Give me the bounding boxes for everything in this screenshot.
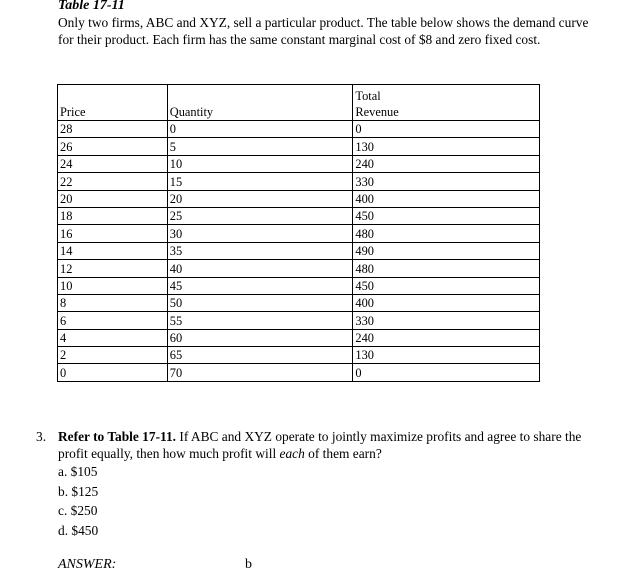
price-cell: 22 <box>58 173 168 190</box>
answer-options <box>58 462 98 540</box>
quantity-cell: 0 <box>167 121 353 138</box>
answer-value: b <box>245 557 252 572</box>
revenue-cell: 240 <box>353 155 540 172</box>
question-text <box>58 428 606 462</box>
table-title: Table 17-11 <box>58 0 125 13</box>
question-number: 3. <box>36 429 47 444</box>
revenue-cell: 240 <box>353 329 540 346</box>
price-cell: 4 <box>58 329 168 346</box>
table-header-row <box>58 85 540 121</box>
table-row <box>58 329 540 346</box>
table-row <box>58 364 540 381</box>
demand-table <box>57 84 540 382</box>
table-row <box>58 312 540 329</box>
price-cell: 20 <box>58 190 168 207</box>
price-cell: 16 <box>58 225 168 242</box>
quantity-cell: 60 <box>167 329 353 346</box>
price-cell: 2 <box>58 347 168 364</box>
price-cell: 26 <box>58 138 168 155</box>
revenue-cell: 130 <box>353 347 540 364</box>
price-cell: 0 <box>58 364 168 381</box>
table-row <box>58 225 540 242</box>
quantity-cell: 5 <box>167 138 353 155</box>
table-body <box>58 121 540 382</box>
price-cell: 18 <box>58 207 168 224</box>
header-revenue-line1: Total <box>355 89 381 103</box>
question-emphasis: each <box>279 446 305 461</box>
revenue-cell: 480 <box>353 260 540 277</box>
revenue-cell: 480 <box>353 225 540 242</box>
option-b: b. $125 <box>58 483 99 499</box>
table-row <box>58 242 540 259</box>
revenue-cell: 0 <box>353 121 540 138</box>
question-text-after: of them earn? <box>304 446 382 461</box>
header-price-line2: Price <box>60 105 86 119</box>
revenue-cell: 400 <box>353 294 540 311</box>
option-d: d. $450 <box>58 522 99 538</box>
table-row <box>58 294 540 311</box>
revenue-cell: 400 <box>353 190 540 207</box>
quantity-cell: 70 <box>167 364 353 381</box>
quantity-cell: 35 <box>167 242 353 259</box>
question-text-before: If ABC and XYZ operate to jointly maximize profits and agree to share the profit equally, then how much profit will <box>58 429 582 461</box>
header-quantity <box>167 85 353 121</box>
option-a: a. $105 <box>58 464 98 479</box>
quantity-cell: 10 <box>167 155 353 172</box>
price-cell: 8 <box>58 294 168 311</box>
quantity-cell: 45 <box>167 277 353 294</box>
price-cell: 24 <box>58 155 168 172</box>
quantity-cell: 25 <box>167 207 353 224</box>
price-cell: 28 <box>58 121 168 138</box>
option-c: c. $250 <box>58 503 98 518</box>
header-price <box>58 85 168 121</box>
quantity-cell: 65 <box>167 347 353 364</box>
revenue-cell: 450 <box>353 277 540 294</box>
revenue-cell: 330 <box>353 173 540 190</box>
quantity-cell: 55 <box>167 312 353 329</box>
price-cell: 14 <box>58 242 168 259</box>
revenue-cell: 0 <box>353 364 540 381</box>
table-row <box>58 207 540 224</box>
table-row <box>58 138 540 155</box>
revenue-cell: 130 <box>353 138 540 155</box>
answer-label: ANSWER: <box>58 557 117 572</box>
question-reference: Refer to Table 17-11. <box>58 429 177 444</box>
question-3 <box>36 428 606 462</box>
intro-paragraph: Only two firms, ABC and XYZ, sell a particular product. The table below shows the demand curve for their product. Each firm has the same constant marginal cost of $8 and zero fixed cost. <box>58 15 589 47</box>
table-row <box>58 190 540 207</box>
header-revenue-line2: Revenue <box>355 105 399 119</box>
price-cell: 6 <box>58 312 168 329</box>
header-quantity-line2: Quantity <box>169 105 214 119</box>
price-cell: 12 <box>58 260 168 277</box>
quantity-cell: 50 <box>167 294 353 311</box>
revenue-cell: 330 <box>353 312 540 329</box>
quantity-cell: 20 <box>167 190 353 207</box>
quantity-cell: 40 <box>167 260 353 277</box>
table-row <box>58 155 540 172</box>
quantity-cell: 15 <box>167 173 353 190</box>
table-row <box>58 121 540 138</box>
table-row <box>58 277 540 294</box>
table-row <box>58 347 540 364</box>
quantity-cell: 30 <box>167 225 353 242</box>
revenue-cell: 490 <box>353 242 540 259</box>
table-row <box>58 173 540 190</box>
price-cell: 10 <box>58 277 168 294</box>
table-row <box>58 260 540 277</box>
revenue-cell: 450 <box>353 207 540 224</box>
header-total-revenue <box>353 85 540 121</box>
